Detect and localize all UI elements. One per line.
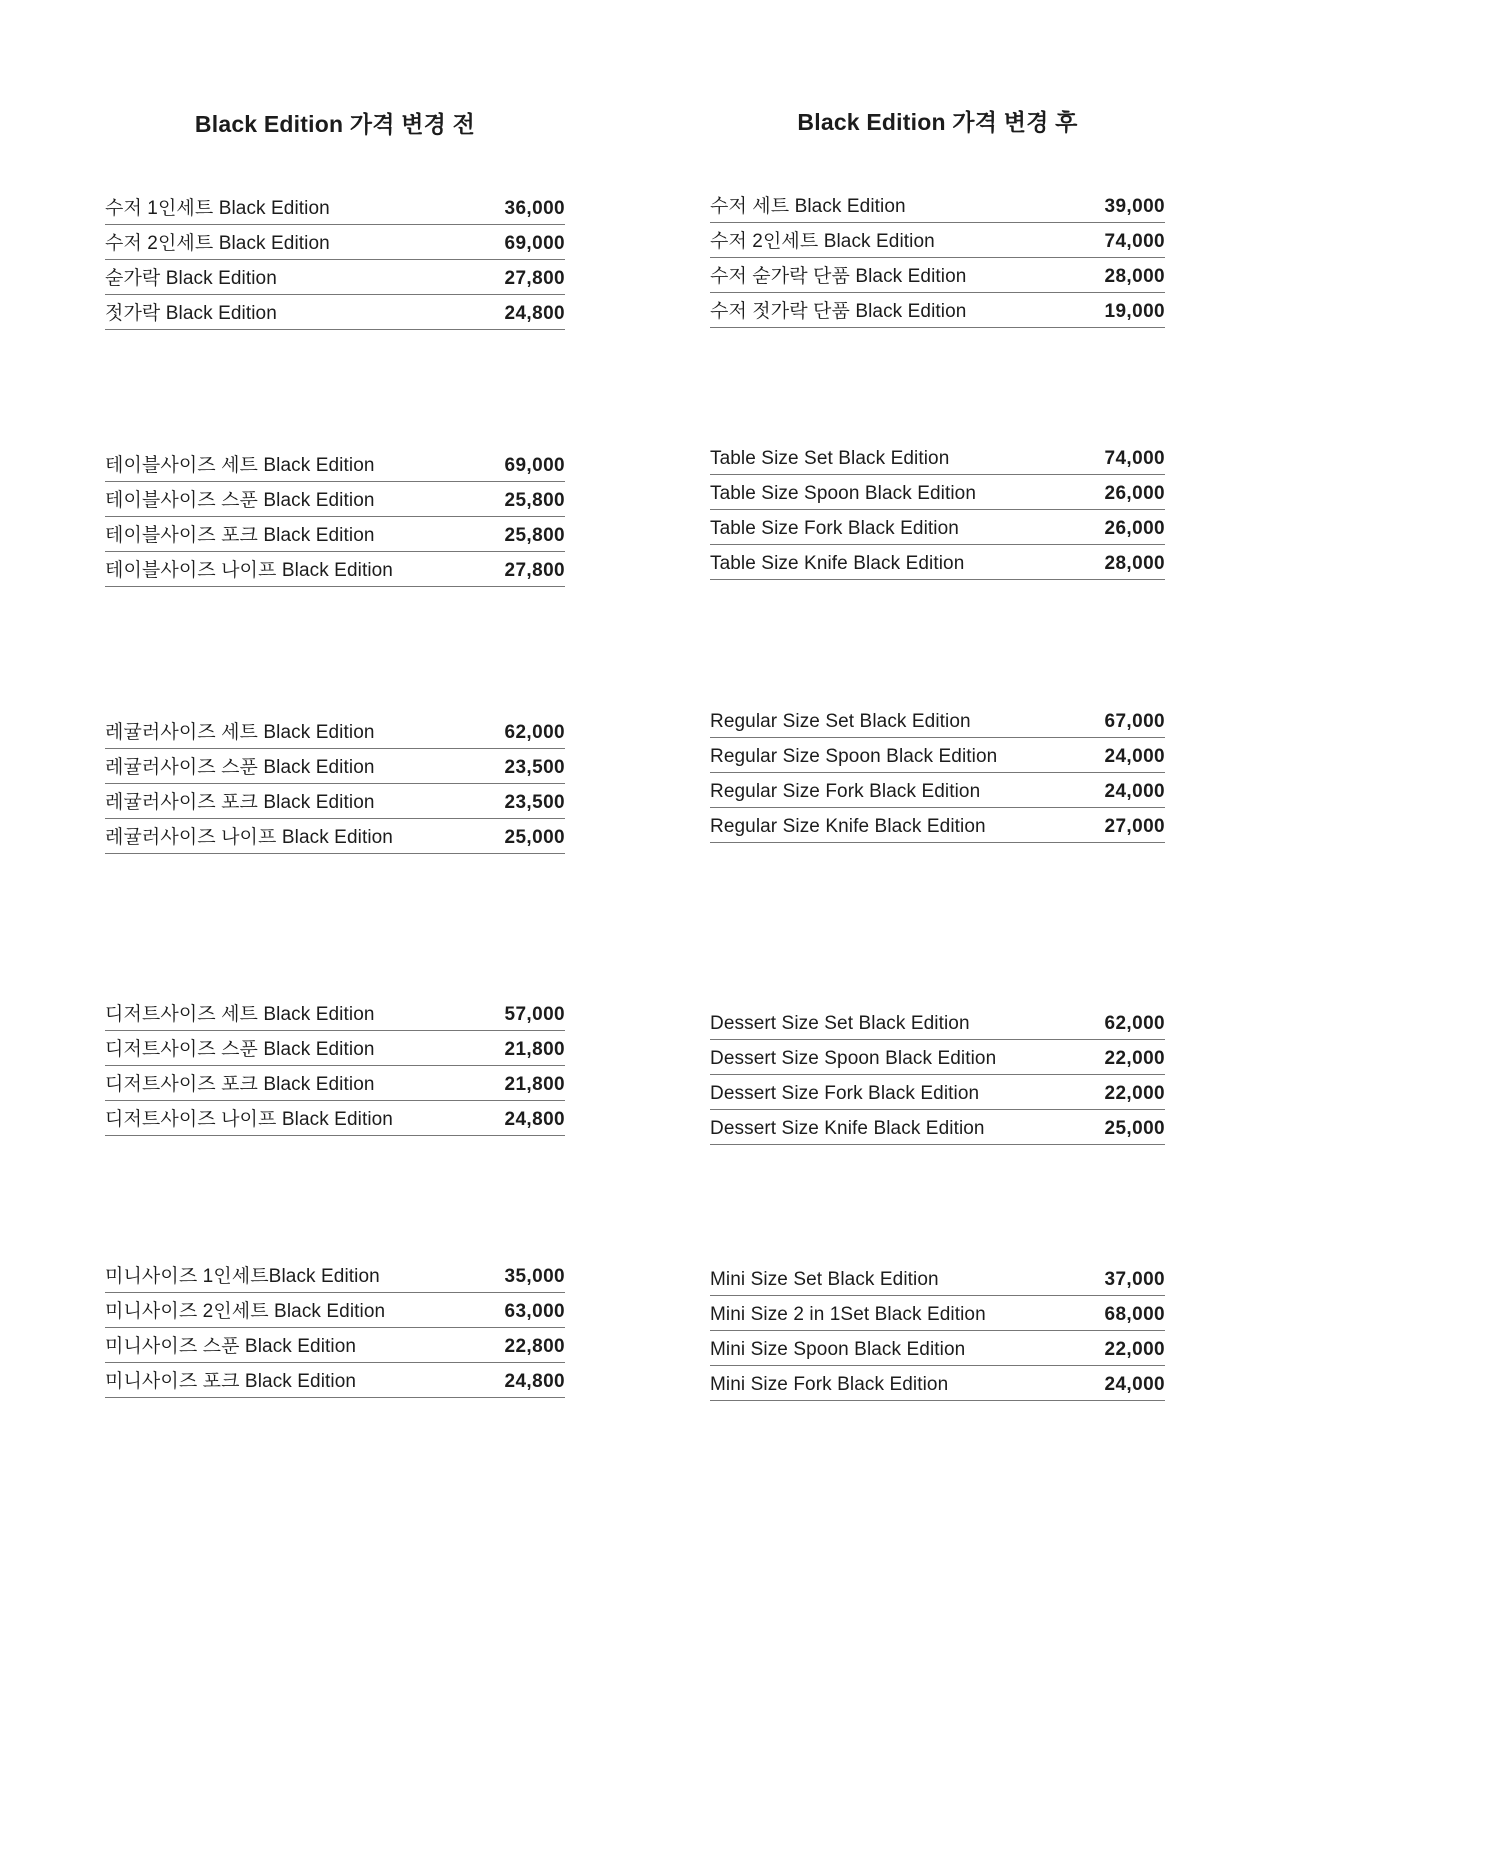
price-row [105,1031,565,1066]
item-name: 레귤러사이즈 포크 Black Edition [105,792,375,813]
item-price: 22,800 [504,1336,565,1357]
price-row [710,773,1165,808]
price-row [710,475,1165,510]
item-name: 미니사이즈 스푼 Black Edition [105,1336,357,1357]
price-row [710,1110,1165,1145]
item-name: 테이블사이즈 세트 Black Edition [105,455,375,476]
item-price: 23,500 [504,792,565,813]
item-name: 미니사이즈 2인세트 Black Edition [105,1301,386,1322]
item-price: 25,000 [504,827,565,848]
item-price: 69,000 [504,455,565,476]
before-price-list [105,190,565,1398]
item-name: 숟가락 Black Edition [105,268,277,289]
item-price: 74,000 [1104,231,1165,252]
item-name: Dessert Size Spoon Black Edition [710,1048,997,1069]
price-group [710,703,1165,843]
after-column-title: Black Edition 가격 변경 후 [797,109,1078,135]
item-name: Dessert Size Fork Black Edition [710,1083,980,1104]
price-group [710,1005,1165,1145]
item-name: Table Size Fork Black Edition [710,518,959,539]
price-row [105,295,565,330]
item-price: 26,000 [1104,483,1165,504]
price-group [710,440,1165,580]
price-row [105,260,565,295]
price-row [105,552,565,587]
item-name: 수저 2인세트 Black Edition [105,233,330,254]
price-row [710,223,1165,258]
item-price: 27,800 [504,268,565,289]
price-row [710,1331,1165,1366]
item-name: 디저트사이즈 세트 Black Edition [105,1004,375,1025]
item-name: 테이블사이즈 포크 Black Edition [105,525,375,546]
price-row [710,440,1165,475]
item-name: 수저 1인세트 Black Edition [105,198,330,219]
price-group [105,714,565,854]
price-row [105,749,565,784]
price-group [105,190,565,330]
item-price: 24,800 [504,1371,565,1392]
price-row [710,188,1165,223]
item-name: 젓가락 Black Edition [105,303,277,324]
price-row [710,545,1165,580]
item-price: 21,800 [504,1074,565,1095]
item-name: Table Size Spoon Black Edition [710,483,976,504]
item-name: Table Size Knife Black Edition [710,553,965,574]
item-name: 레귤러사이즈 스푼 Black Edition [105,757,375,778]
price-row [105,1258,565,1293]
item-price: 22,000 [1104,1083,1165,1104]
item-name: 테이블사이즈 스푼 Black Edition [105,490,375,511]
item-price: 37,000 [1104,1269,1165,1290]
price-row [710,1261,1165,1296]
item-price: 26,000 [1104,518,1165,539]
item-price: 19,000 [1104,301,1165,322]
price-row [710,293,1165,328]
price-row [105,482,565,517]
item-name: Regular Size Fork Black Edition [710,781,981,802]
item-name: Mini Size Fork Black Edition [710,1374,949,1395]
item-price: 25,000 [1104,1118,1165,1139]
item-price: 24,800 [504,1109,565,1130]
item-price: 21,800 [504,1039,565,1060]
item-name: Regular Size Knife Black Edition [710,816,986,837]
price-row [105,517,565,552]
item-price: 62,000 [504,722,565,743]
price-row [710,1075,1165,1110]
item-name: 수저 숟가락 단품 Black Edition [710,266,967,287]
item-name: Mini Size 2 in 1Set Black Edition [710,1304,986,1325]
item-price: 68,000 [1104,1304,1165,1325]
price-row [710,1005,1165,1040]
item-price: 28,000 [1104,266,1165,287]
item-price: 27,800 [504,560,565,581]
item-name: 미니사이즈 1인세트Black Edition [105,1266,380,1287]
item-name: 레귤러사이즈 세트 Black Edition [105,722,375,743]
item-price: 39,000 [1104,196,1165,217]
after-price-list [710,188,1165,1401]
item-price: 67,000 [1104,711,1165,732]
item-price: 57,000 [504,1004,565,1025]
price-row [105,1363,565,1398]
item-name: Regular Size Set Black Edition [710,711,971,732]
price-row [710,808,1165,843]
item-price: 22,000 [1104,1339,1165,1360]
price-row [710,1366,1165,1401]
price-row [710,510,1165,545]
item-price: 62,000 [1104,1013,1165,1034]
before-column-title: Black Edition 가격 변경 전 [194,111,476,137]
item-name: 디저트사이즈 나이프 Black Edition [105,1109,393,1130]
item-price: 69,000 [504,233,565,254]
item-name: Mini Size Spoon Black Edition [710,1339,966,1360]
price-row [105,1066,565,1101]
price-group [710,188,1165,328]
item-name: 미니사이즈 포크 Black Edition [105,1371,357,1392]
price-row [105,784,565,819]
item-name: Mini Size Set Black Edition [710,1269,939,1290]
price-row [105,996,565,1031]
price-group [105,996,565,1136]
price-row [105,714,565,749]
price-row [105,447,565,482]
price-row [710,738,1165,773]
price-group [105,447,565,587]
item-price: 25,800 [504,490,565,511]
item-price: 74,000 [1104,448,1165,469]
item-name: 테이블사이즈 나이프 Black Edition [105,560,393,581]
item-price: 24,000 [1104,1374,1165,1395]
item-name: 디저트사이즈 포크 Black Edition [105,1074,375,1095]
item-price: 24,000 [1104,746,1165,767]
item-name: Dessert Size Set Black Edition [710,1013,970,1034]
item-name: 레귤러사이즈 나이프 Black Edition [105,827,393,848]
item-name: Table Size Set Black Edition [710,448,950,469]
price-row [710,1296,1165,1331]
item-price: 35,000 [504,1266,565,1287]
item-name: 수저 2인세트 Black Edition [710,231,935,252]
item-price: 24,000 [1104,781,1165,802]
item-name: 디저트사이즈 스푼 Black Edition [105,1039,375,1060]
item-price: 25,800 [504,525,565,546]
item-price: 22,000 [1104,1048,1165,1069]
item-name: Regular Size Spoon Black Edition [710,746,998,767]
price-row [105,819,565,854]
item-name: 수저 젓가락 단품 Black Edition [710,301,967,322]
price-group [710,1261,1165,1401]
item-price: 27,000 [1104,816,1165,837]
price-row [710,1040,1165,1075]
item-name: 수저 세트 Black Edition [710,196,906,217]
item-price: 24,800 [504,303,565,324]
price-row [710,703,1165,738]
item-price: 63,000 [504,1301,565,1322]
price-row [105,1101,565,1136]
price-row [105,190,565,225]
price-row [105,225,565,260]
price-row [105,1328,565,1363]
price-row [710,258,1165,293]
item-price: 36,000 [504,198,565,219]
item-price: 28,000 [1104,553,1165,574]
price-row [105,1293,565,1328]
item-name: Dessert Size Knife Black Edition [710,1118,985,1139]
price-group [105,1258,565,1398]
item-price: 23,500 [504,757,565,778]
